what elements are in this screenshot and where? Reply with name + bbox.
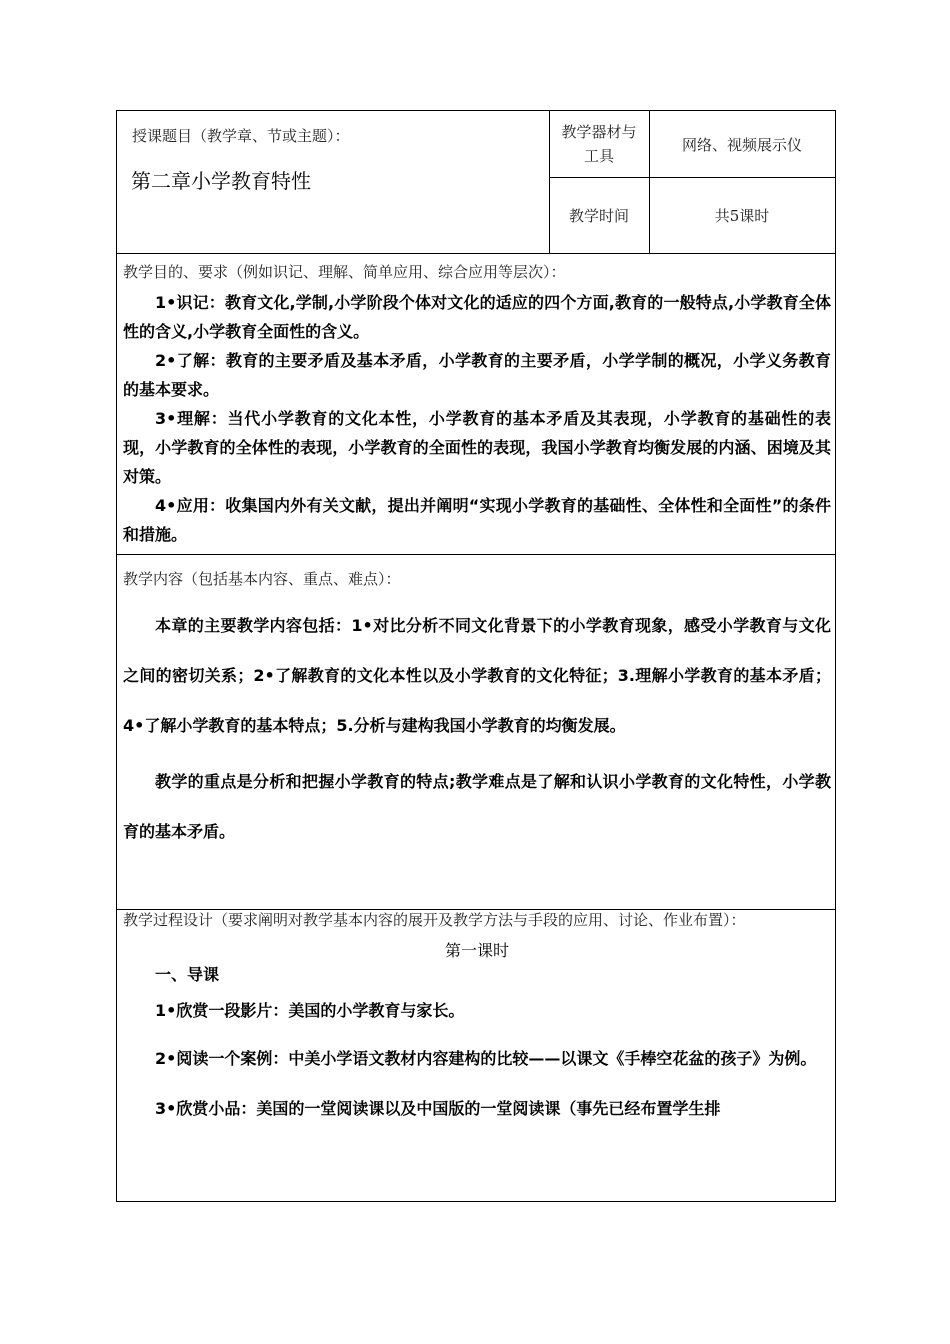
time-value-cell — [649, 177, 835, 253]
content-label: 教学内容（包括基本内容、重点、难点）： — [123, 570, 401, 588]
equipment-value-cell — [649, 111, 835, 177]
equipment-label-cell — [549, 111, 649, 177]
process-cell — [123, 911, 831, 1201]
divider — [117, 253, 835, 254]
topic-cell — [117, 111, 549, 253]
objectives-cell — [123, 261, 831, 551]
time-label: 教学时间 — [568, 206, 629, 225]
process-label: 教学过程设计（要求阐明对教学基本内容的展开及教学方法与手段的应用、讨论、作业布置）： — [123, 911, 746, 929]
objective-item: 1•识记：教育文化,学制,小学阶段个体对文化的适应的四个方面,教育的一般特点,小学教育全体性的含义,小学教育全面性的含义。 — [123, 293, 831, 341]
equipment-label: 教学器材与工具 — [561, 123, 637, 165]
equipment-value: 网络、视频展示仪 — [681, 135, 802, 154]
process-item: 3•欣赏小品：美国的一堂阅读课以及中国版的一堂阅读课（事先已经布置学生排 — [155, 1099, 721, 1118]
topic-label: 授课题目（教学章、节或主题）： — [132, 127, 350, 145]
time-label-cell — [549, 177, 649, 253]
objectives-label: 教学目的、要求（例如识记、理解、简单应用、综合应用等层次）： — [123, 263, 566, 281]
time-value: 共5课时 — [714, 206, 770, 225]
section-title: 一、导课 — [155, 965, 220, 984]
topic-title: 第二章小学教育特性 — [131, 169, 311, 193]
objective-item: 3•理解：当代小学教育的文化本性，小学教育的基本矛盾及其表现，小学教育的基础性的表现，小学教育的全体性的表现，小学教育的全面性的表现，我国小学教育均衡发展的内涵、困境及其对策。 — [123, 409, 831, 486]
objective-item: 2•了解：教育的主要矛盾及基本矛盾，小学教育的主要矛盾，小学学制的概况，小学义务教育的基本要求。 — [123, 351, 831, 399]
objective-item: 4•应用：收集国内外有关文献，提出并阐明“实现小学教育的基础性、全体性和全面性”的条件和措施。 — [123, 496, 831, 544]
divider — [117, 554, 835, 555]
content-paragraph: 本章的主要教学内容包括：1•对比分析不同文化背景下的小学教育现象，感受小学教育与文化之间的密切关系；2•了解教育的文化本性以及小学教育的文化特征；3.理解小学教育的基本矛盾；4•了解小学教育的基本特点；5.分析与建构我国小学教育的均衡发展。 — [123, 616, 831, 735]
divider — [117, 909, 835, 910]
process-item: 1•欣赏一段影片：美国的小学教育与家长。 — [155, 1001, 465, 1020]
content-cell — [123, 568, 831, 906]
lesson-title: 第一课时 — [444, 941, 509, 960]
content-paragraph: 教学的重点是分析和把握小学教育的特点;教学难点是了解和认识小学教育的文化特性，小学教育的基本矛盾。 — [123, 772, 831, 841]
lesson-plan-table — [116, 110, 836, 1202]
process-item: 2•阅读一个案例：中美小学语文教材内容建构的比较——以课文《手棒空花盆的孩子》为例。 — [155, 1049, 817, 1068]
